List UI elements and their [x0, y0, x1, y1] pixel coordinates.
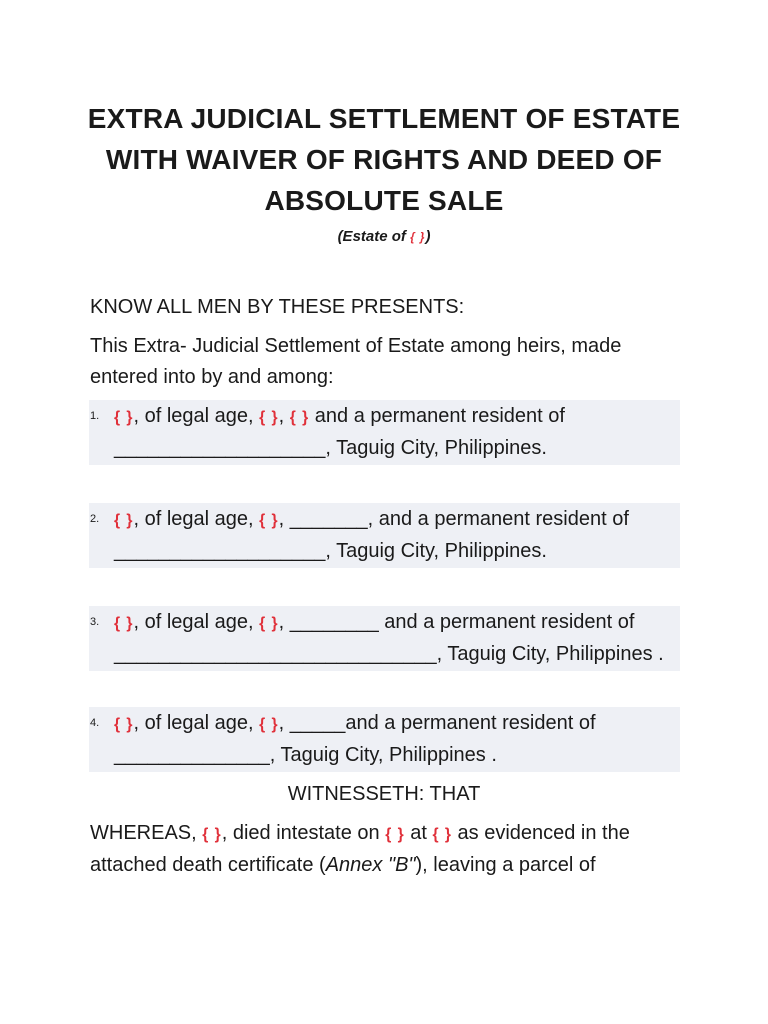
list-item	[89, 503, 680, 568]
list-item	[89, 606, 680, 671]
placeholder-citizenship: { }	[289, 409, 310, 426]
whereas-paragraph	[90, 818, 690, 881]
list-item-content	[114, 401, 680, 464]
placeholder-civil-status: { }	[259, 716, 279, 733]
know-all-men-heading: KNOW ALL MEN BY THESE PRESENTS:	[90, 296, 465, 318]
address-text: ___________________, Taguig City, Philippines.	[114, 540, 547, 562]
list-item-content	[114, 708, 680, 771]
estate-subtitle	[0, 228, 768, 245]
legal-age-text: , of legal age,	[133, 508, 260, 530]
separator-text: ,	[278, 405, 290, 427]
subtitle-prefix: (Estate of	[337, 228, 411, 245]
resident-text: and a permanent resident of	[345, 712, 596, 734]
list-number: 2.	[90, 513, 100, 525]
intro-paragraph: This Extra- Judicial Settlement of Estate among heirs, made entered into by and among:	[90, 335, 622, 388]
placeholder-civil-status: { }	[259, 512, 279, 529]
annex-reference: Annex "B"	[325, 854, 416, 876]
placeholder-heir-name: { }	[114, 512, 134, 529]
subtitle-suffix: )	[425, 228, 431, 245]
placeholder-heir-name: { }	[114, 409, 134, 426]
legal-age-text: , of legal age,	[133, 712, 260, 734]
whereas-at: at	[404, 822, 433, 844]
list-number: 3.	[90, 616, 100, 628]
placeholder-estate-name: { }	[410, 231, 426, 244]
document-title: EXTRA JUDICIAL SETTLEMENT OF ESTATE WITH WAIVER OF RIGHTS AND DEED OF ABSOLUTE SALE	[87, 103, 681, 216]
whereas-died: , died intestate on	[221, 822, 386, 844]
separator-text: , _____	[278, 712, 346, 734]
whereas-start: WHEREAS,	[90, 822, 203, 844]
address-text: ___________________, Taguig City, Philippines.	[114, 437, 547, 459]
resident-text: and a permanent resident of	[384, 611, 635, 633]
legal-age-text: , of legal age,	[133, 611, 260, 633]
address-text: ______________, Taguig City, Philippines .	[114, 744, 497, 766]
list-item-content	[114, 607, 680, 670]
whereas-evidenced: as evidenced in the attached death certificate (	[90, 822, 630, 876]
placeholder-death-place: { }	[432, 826, 452, 843]
address-text: _____________________________, Taguig City, Philippines .	[114, 643, 664, 665]
witnesseth-heading: WITNESSETH: THAT	[287, 783, 481, 805]
whereas-end: ), leaving a parcel of	[415, 854, 596, 876]
placeholder-civil-status: { }	[259, 409, 279, 426]
placeholder-civil-status: { }	[259, 615, 279, 632]
separator-text: , _______,	[278, 508, 379, 530]
placeholder-decedent-name: { }	[202, 826, 222, 843]
list-number: 1.	[90, 410, 100, 422]
resident-text: and a permanent resident of	[309, 405, 565, 427]
legal-age-text: , of legal age,	[133, 405, 260, 427]
list-item	[89, 707, 680, 772]
separator-text: , ________	[278, 611, 385, 633]
placeholder-heir-name: { }	[114, 716, 134, 733]
resident-text: and a permanent resident of	[378, 508, 629, 530]
list-item	[89, 400, 680, 465]
placeholder-death-date: { }	[385, 826, 405, 843]
placeholder-heir-name: { }	[114, 615, 134, 632]
list-number: 4.	[90, 717, 100, 729]
list-item-content	[114, 504, 680, 567]
